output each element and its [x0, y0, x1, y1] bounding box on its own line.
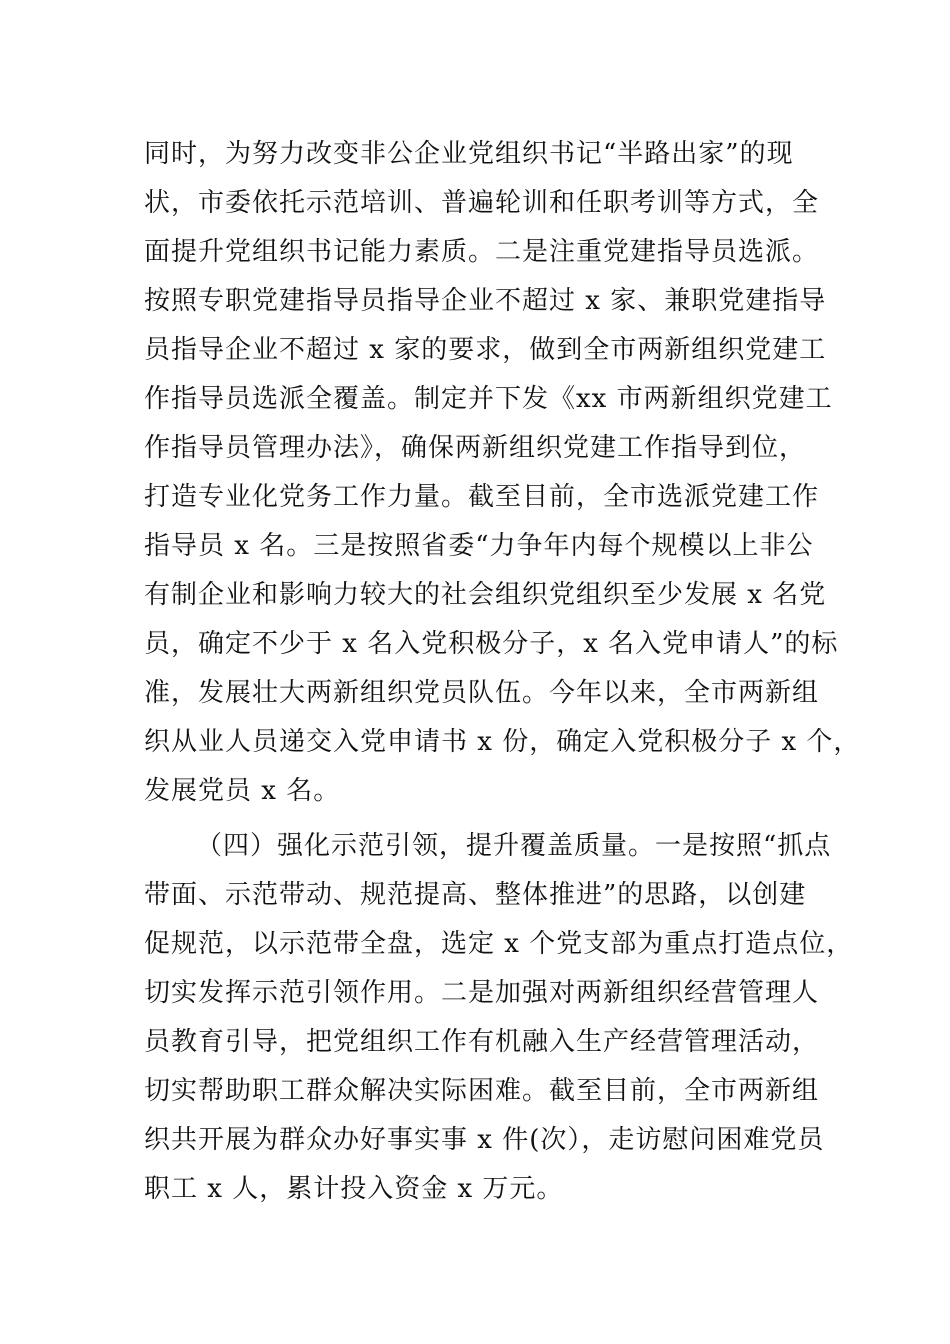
paragraph-line: 切实发挥示范引领作用。二是加强对两新组织经营管理人 — [144, 978, 820, 1008]
paragraph-line: 指导员 x 名。三是按照省委“力争年内每个规模以上非公 — [144, 531, 814, 561]
paragraph-line: 发展党员 x 名。 — [144, 776, 341, 806]
paragraph-line: 切实帮助职工群众解决实际困难。截至目前，全市两新组 — [144, 1076, 820, 1106]
paragraph-line: 员教育引导，把党组织工作有机融入生产经营管理活动， — [144, 1027, 820, 1057]
paragraph-line: 打造专业化党务工作力量。截至目前，全市选派党建工作 — [144, 482, 820, 512]
paragraph-line: 同时，为努力改变非公企业党组织书记“半路出家”的现 — [144, 139, 794, 169]
paragraph-line: 员指导企业不超过 x 家的要求，做到全市两新组织党建工 — [144, 335, 827, 365]
paragraph-line: 准，发展壮大两新组织党员队伍。今年以来，全市两新组 — [144, 678, 820, 708]
paragraph-line: 作指导员管理办法》，确保两新组织党建工作指导到位， — [144, 433, 807, 463]
paragraph-line: 带面、示范带动、规范提高、整体推进”的思路，以创建 — [144, 880, 807, 910]
paragraph-line: 作指导员选派全覆盖。制定并下发《xx 市两新组织党建工 — [144, 384, 833, 414]
section-heading-line: （四）强化示范引领，提升覆盖质量。一是按照“抓点 — [196, 831, 832, 861]
paragraph-line: 有制企业和影响力较大的社会组织党组织至少发展 x 名党 — [144, 580, 827, 610]
paragraph-line: 按照专职党建指导员指导企业不超过 x 家、兼职党建指导 — [144, 286, 827, 316]
paragraph-line: 状，市委依托示范培训、普遍轮训和任职考训等方式，全 — [144, 188, 820, 218]
paragraph-line: 织共开展为群众办好事实事 x 件(次），走访慰问困难党员 — [144, 1125, 825, 1155]
paragraph-line: 职工 x 人，累计投入资金 x 万元。 — [144, 1174, 564, 1204]
paragraph-line: 促规范，以示范带全盘，选定 x 个党支部为重点打造点位， — [144, 929, 854, 959]
paragraph-line: 织从业人员递交入党申请书 x 份，确定入党积极分子 x 个， — [144, 727, 861, 757]
paragraph-line: 员，确定不少于 x 名入党积极分子，x 名入党申请人”的标 — [144, 629, 839, 659]
paragraph-line: 面提升党组织书记能力素质。二是注重党建指导员选派。 — [144, 237, 820, 267]
